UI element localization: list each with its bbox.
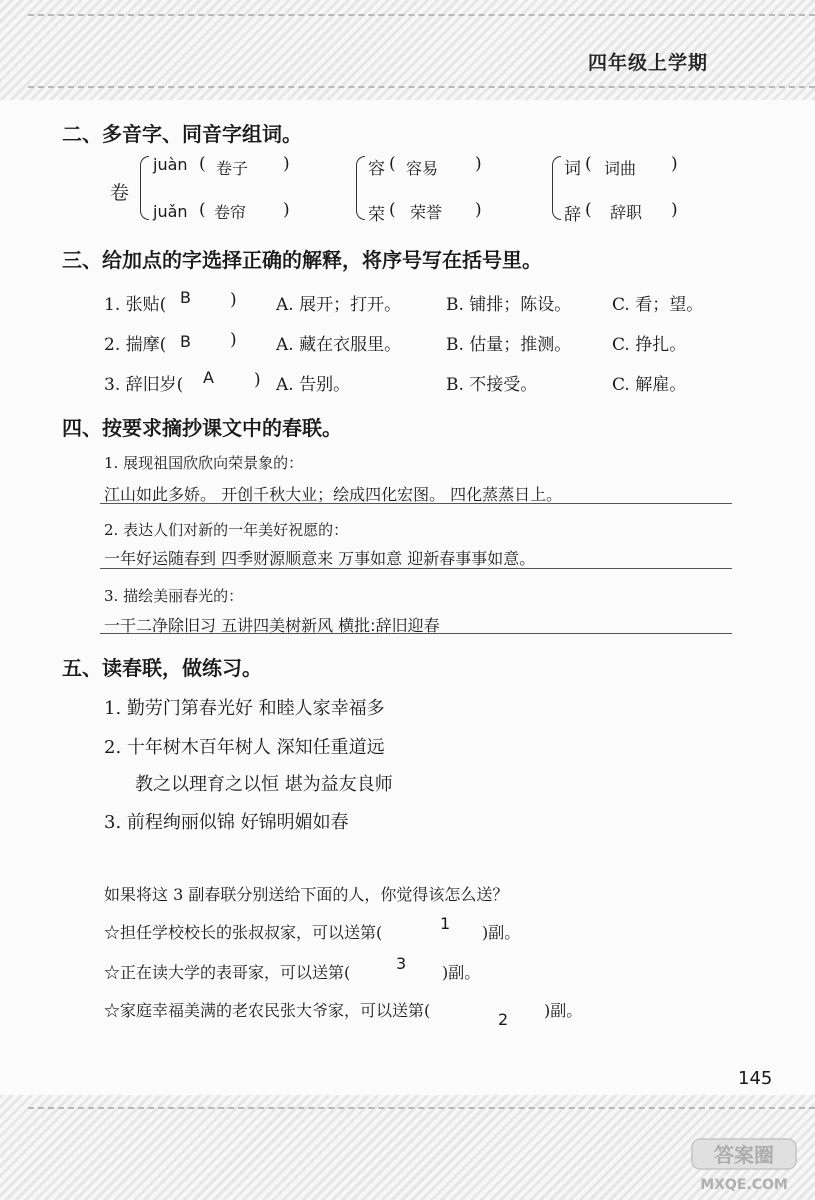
- couplet-1: 1. 勤劳门第春光好 和睦人家幸福多: [104, 698, 385, 719]
- g3-char-2: 辞: [564, 205, 581, 225]
- g1-pinyin-1: juàn: [153, 155, 188, 174]
- g2-answer-2: 荣誉: [410, 203, 443, 222]
- g2-char-2: 荣: [368, 205, 385, 225]
- section-2-title: 二、多音字、同音字组词。: [62, 122, 302, 146]
- page-number: 145: [738, 1068, 773, 1089]
- section-3-title: 三、给加点的字选择正确的解释，将序号写在括号里。: [62, 248, 542, 272]
- q2-answer: B: [180, 332, 191, 351]
- watermark-brand: 答案圈: [714, 1143, 774, 1167]
- section-5-title: 五、读春联，做练习。: [62, 656, 262, 680]
- p1-answer-line: [100, 503, 732, 504]
- watermark-logo: [690, 1135, 800, 1195]
- q2-paren-close: ): [230, 330, 237, 350]
- g1-paren-open-2: (: [199, 200, 206, 220]
- p3-answer: 一干二净除旧习 五讲四美树新风 横批:辞旧迎春: [104, 616, 440, 635]
- g1-pinyin-2: juǎn: [153, 202, 188, 221]
- couplet-2-line-2: 教之以理育之以恒 堪为益友良师: [135, 774, 393, 795]
- g3-paren-open-2: (: [585, 200, 592, 220]
- q2-option-b: B. 估量；推测。: [446, 335, 572, 355]
- couplet-3: 3. 前程绚丽似锦 好锦明媚如春: [104, 812, 349, 833]
- header-dashed-line: [28, 86, 815, 88]
- p2-prompt: 2. 表达人们对新的一年美好祝愿的：: [104, 521, 349, 539]
- g2-paren-close-2: ): [475, 200, 482, 220]
- b3-prefix: ☆家庭幸福美满的老农民张大爷家，可以送第(: [104, 1001, 431, 1020]
- q1-option-a: A. 展开；打开。: [276, 295, 402, 315]
- b3-answer: 2: [498, 1010, 509, 1029]
- g1-paren-close-1: ): [283, 154, 290, 174]
- header-dashed-line: [28, 14, 815, 16]
- b2-suffix: )副。: [442, 963, 481, 982]
- g3-paren-open-1: (: [585, 154, 592, 174]
- gift-question: 如果将这 3 副春联分别送给下面的人，你觉得该怎么送？: [104, 885, 509, 904]
- q2-option-a: A. 藏在衣服里。: [276, 335, 402, 355]
- q3-option-c: C. 解雇。: [612, 375, 687, 395]
- g2-paren-open-1: (: [389, 154, 396, 174]
- g1-paren-open-1: (: [199, 154, 206, 174]
- b1-suffix: )副。: [482, 923, 521, 942]
- g1-answer-2: 卷帘: [214, 203, 247, 222]
- q1-answer: B: [180, 288, 191, 307]
- q3-option-a: A. 告别。: [276, 375, 351, 395]
- brace-left-3: [552, 156, 561, 220]
- b1-prefix: ☆担任学校校长的张叔叔家，可以送第(: [104, 923, 383, 942]
- polyphone-char: 卷: [110, 182, 130, 204]
- q1-paren-close: ): [230, 290, 237, 310]
- p2-answer-line: [100, 568, 732, 569]
- g3-answer-2: 辞职: [610, 203, 643, 222]
- watermark-site: MXQE.COM: [700, 1177, 788, 1193]
- g3-paren-close-2: ): [671, 200, 678, 220]
- b2-prefix: ☆正在读大学的表哥家，可以送第(: [104, 963, 351, 982]
- brace-left-2: [356, 156, 365, 220]
- q3-answer: A: [203, 368, 214, 387]
- grade-level-label: 四年级上学期: [588, 52, 709, 74]
- g1-answer-1: 卷子: [216, 159, 249, 178]
- couplet-2-line-1: 2. 十年树木百年树人 深知任重道远: [104, 737, 385, 758]
- b3-suffix: )副。: [544, 1001, 583, 1020]
- q3-paren-close: ): [254, 370, 261, 390]
- p1-answer: 江山如此多娇。 开创千秋大业；绘成四化宏图。 四化蒸蒸日上。: [104, 485, 563, 504]
- q1-stem: 1. 张贴(: [104, 295, 167, 315]
- p3-prompt: 3. 描绘美丽春光的：: [104, 587, 244, 605]
- g2-paren-close-1: ): [475, 154, 482, 174]
- p2-answer: 一年好运随春到 四季财源顺意来 万事如意 迎新春事事如意。: [104, 549, 536, 568]
- b2-answer: 3: [396, 954, 407, 973]
- q1-option-c: C. 看；望。: [612, 295, 704, 315]
- g3-answer-1: 词曲: [604, 159, 637, 178]
- g1-paren-close-2: ): [283, 200, 290, 220]
- p3-answer-line: [100, 633, 732, 634]
- g2-char-1: 容: [368, 159, 385, 179]
- g2-answer-1: 容易: [406, 159, 439, 178]
- g3-char-1: 词: [564, 159, 581, 179]
- g3-paren-close-1: ): [671, 154, 678, 174]
- q2-option-c: C. 挣扎。: [612, 335, 687, 355]
- q3-stem: 3. 辞旧岁(: [104, 375, 184, 395]
- g2-paren-open-2: (: [389, 200, 396, 220]
- section-4-title: 四、按要求摘抄课文中的春联。: [62, 416, 342, 440]
- q1-option-b: B. 铺排；陈设。: [446, 295, 572, 315]
- footer-dashed-line: [28, 1107, 815, 1109]
- q2-stem: 2. 揣摩(: [104, 335, 167, 355]
- p1-prompt: 1. 展现祖国欣欣向荣景象的：: [104, 454, 304, 472]
- brace-left-1: [140, 156, 149, 220]
- b1-answer: 1: [440, 914, 451, 933]
- q3-option-b: B. 不接受。: [446, 375, 538, 395]
